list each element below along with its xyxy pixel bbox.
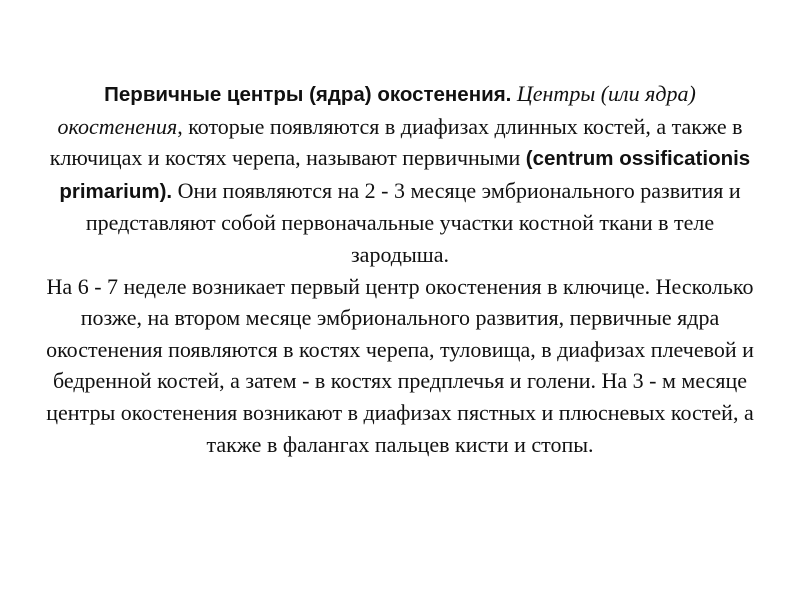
paragraph-timeline: На 6 - 7 неделе возникает первый центр окостенения в ключице. Несколько позже, на втором месяце эмбрионального развития, первичные ядра окостенения появляются в костях черепа, туловища, в диафизах плечевой и бедренной костей, а затем - в костях предплечья и голени. На 3 - м месяце центры окостенения возникают в диафизах пястных и плюсневых костей, а также в фалангах пальцев кисти и стопы. [46,273,754,457]
paragraph-title: Первичные центры (ядра) окостенения [104,83,506,106]
text-segment-b: Они появляются на 2 - 3 месяце эмбрионального развития и представляют собой первоначальные участки костной ткани в теле зародыша. [85,177,741,267]
paragraph-primary-centers [40,78,760,271]
latin-close-paren: ). [159,179,173,203]
title-period: . [505,83,512,106]
italic-definition: Центры (или ядра) окостенения [57,81,696,139]
latin-open-paren: ( [525,147,533,171]
text-segment-a: , которые появляются в диафизах длинных костей, а также в ключицах и костях черепа, называют первичными [49,113,743,171]
latin-term: centrum ossificationis primarium [59,147,751,203]
